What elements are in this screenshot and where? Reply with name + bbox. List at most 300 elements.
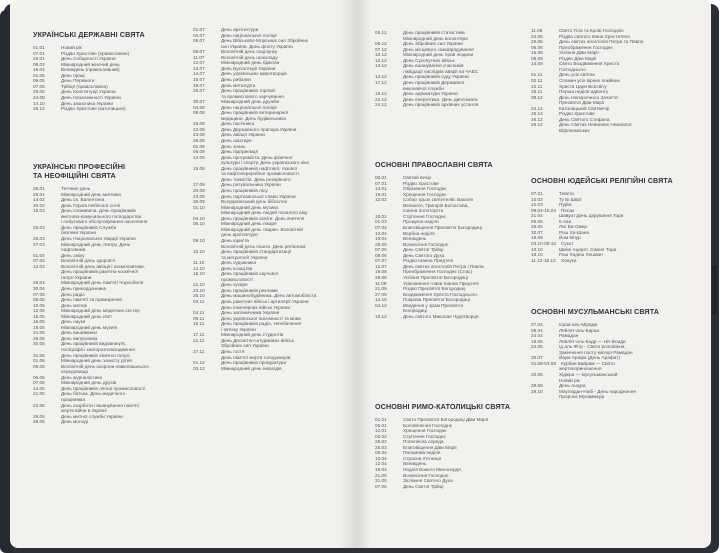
holiday-date: 19.12 [375,313,387,319]
holiday-date: 09.08 [193,110,205,116]
holiday-date: 10.10 [531,246,543,252]
holiday-name: Свято Тіла та Крові Господніх [559,28,624,33]
holiday-name: Тетянин день [61,186,91,191]
holiday-entry [375,484,443,490]
holiday-date: 04.08 [193,104,205,110]
holiday-name: Стрітення Господнє [403,433,446,439]
holiday-name: жертв війни в Україні [61,408,107,413]
holiday-name: 5 Ава [559,218,572,224]
holiday-name: Пальмова неділя [403,450,441,456]
holiday-date: 13.07 [193,65,205,71]
holiday-date: 25.12 [33,106,45,111]
holiday-name: ліквідації наслідків аварії на ЧАЕС [403,68,479,74]
holiday-name: День шахтаря [221,138,252,143]
holiday-date: 25.10 [193,293,205,299]
holiday-date: 19.08 [375,269,387,275]
holiday-name: День Національної гвардії України [61,236,136,241]
holiday-name: День Незалежності України [61,94,121,100]
holiday-name: Прощена неділя [403,219,439,225]
holiday-date: 25.03 [375,444,387,450]
holiday-name: та метрології України [221,254,268,260]
holiday-name: День українських миротворців [221,71,287,77]
holiday-date: 07.06 [375,247,387,253]
holiday-date: 19.04 [375,467,387,472]
holiday-name: День скорботи і вшанування пам'яті [61,402,140,408]
holiday-name: поліграфії і книгорозповсюдження [61,347,135,352]
holiday-name: Різдво Пресвятої Богородиці [403,286,466,291]
holiday-date: 04.11 [193,310,205,316]
holiday-name: Всесвітній день здоров'я [61,258,115,264]
holiday-date: 01.01 [33,45,45,50]
holiday-name: Успіння Пресвятої Богородиці [403,274,468,280]
holiday-name: Лейлят-аль-Кадр — Ніч Влади [559,338,626,344]
holiday-name: Міжнародний день митника [61,191,121,197]
holiday-date: 15.05 [33,313,45,319]
holiday-date: 04.12 [375,302,387,308]
holiday-name: День Ашура [559,383,586,389]
holiday-date: 21.06 [33,391,45,397]
holiday-date: 03.12 [193,365,205,371]
holiday-name: сил України. День флоту України [221,43,293,49]
holiday-name: медицини. День будівельника [221,115,286,121]
holiday-date: 23.09 [193,193,205,199]
holiday-name: Великдень [403,236,427,242]
holiday-name: Йом Кіпур [559,235,581,241]
page-gutter-shadow [357,0,371,548]
holiday-date: 20.02 [33,202,45,208]
holiday-name: Хіджра — мусульманський [559,372,618,377]
holiday-name: День Перемоги [61,78,95,84]
holiday-date: 14.10 [375,297,387,303]
holiday-date: 25.06 [33,413,45,419]
holiday-date: 26.01 [33,191,45,197]
holiday-name: Всесвітній день поцілунку [221,49,278,55]
holiday-name: Ханука [561,257,577,263]
holiday-name: День Конституції України [61,89,116,95]
holiday-name: Різдво Христове (католицьке) [61,106,126,111]
holiday-name: Різдво Діви Марії [559,55,597,61]
holiday-name: житлово-комунального господарства [61,213,142,219]
holiday-date: 25.05 [33,335,45,341]
holiday-date: 01.01 [375,417,387,422]
holiday-date: 09.10 [193,237,205,243]
holiday-date: 26.02 [375,439,387,445]
holiday-name: День архітектури [221,27,259,32]
holiday-date: 14.06 [33,385,45,391]
holiday-name: день архітектури [221,232,258,238]
holiday-name: День пам'яті та примирення [61,297,122,302]
holiday-date: 01.03 [375,219,387,225]
holiday-date: 26.04 [33,280,45,286]
holiday-name: Віфлеємських [559,127,590,133]
holiday-name: День пам'яті жертв голодоморів [221,354,291,360]
holiday-date: 31.05 [33,352,45,358]
holiday-name: Збройних сил України [221,343,269,349]
holiday-date: 12.04 [375,230,387,236]
holiday-name: Трійця (православна) [61,83,108,89]
holiday-entry [33,106,126,112]
holiday-name: День радіо [61,291,85,297]
holiday-name: День працівників хімічної галузі [61,352,130,358]
holiday-name: День Святого Духа [403,252,445,258]
holiday-date: 10.12 [375,52,387,58]
holiday-date: 19.09 [531,235,543,241]
holiday-date: 24.12 [375,102,387,108]
holiday-name: День Бухгалтерії України [221,65,276,71]
holiday-name: День рибалки [221,76,251,82]
holiday-date: 30.07 [531,355,543,361]
holiday-name: Великдень (православний) [61,67,120,73]
holiday-name: Міжнародний день сім'ї [61,313,112,319]
section-heading: УКРАЇНСЬКІ ДЕРЖАВНІ СВЯТА [33,30,145,39]
holiday-name: День працівників нафтової, газової [221,165,297,171]
holiday-name: День батька. День медичного [61,391,126,397]
holiday-name: Богородиці [403,308,428,314]
section-heading: ОСНОВНІ ПРАВОСЛАВНІ СВЯТА [375,160,493,169]
holiday-name: Спомин усіх вірних покійних [559,77,620,83]
holiday-name: День сміху [61,252,85,258]
holiday-date: 14.02 [33,197,45,203]
holiday-date: 12.01 [375,428,387,434]
holiday-date: 25.03 [33,224,45,230]
holiday-date: 19.04 [375,236,387,242]
holiday-date: 24.05 [531,344,543,350]
holiday-date: 10.05 [33,302,45,308]
holiday-name: Іоанна Золотоуста [403,208,444,214]
holiday-entry [531,258,576,264]
holiday-date: 01.11 [531,72,543,78]
holiday-name: Всесвітній день охорони навколишнього [61,363,149,369]
holiday-date: 01.04 [33,252,45,258]
holiday-name: Перша неділя адвенту [559,89,609,94]
holiday-name: День машинобудівника. День автомобіліста [221,293,317,299]
holiday-name: Ід аль-Фітр - Свято розговіння. [559,344,626,350]
holiday-date: 21.10 [193,282,205,288]
holiday-date: 06.07 [193,49,205,55]
holiday-name: Закінчення посту місяця Рамадан [559,349,633,355]
holiday-name: та промислового харчування [221,93,284,99]
holiday-name: Міжнародний день студентів [221,332,284,338]
holiday-date: 23.10 [193,287,205,293]
holiday-date: 27.09 [375,291,387,297]
holiday-date: 05.12 [375,30,387,35]
holiday-name: Міжнародний день лікаря [221,221,277,227]
holiday-date: 07.01 [531,191,543,196]
holiday-name: День молоді [61,419,88,425]
right-page [357,0,711,548]
holiday-date: 10.03 [531,202,543,208]
holiday-date: 28.08 [375,274,387,280]
holiday-name: Рош Ходеш Хешван [559,252,603,258]
holiday-date: 15.07 [193,76,205,82]
holiday-entry [375,314,479,320]
holiday-name: Маулюдан-Набі - День народження [559,388,636,394]
holiday-date: 16.11 [193,321,205,327]
holiday-name: Лейлят-аль-Бараа [559,327,600,333]
holiday-name: Сукот [561,241,574,246]
holiday-name: Хрещення Господнє [403,191,447,197]
holiday-date: 12.04 [33,263,45,269]
holiday-name: День працівників торгівлі [221,88,276,93]
holiday-date: 06.06 [33,374,45,380]
holiday-name: Лаг Ба-Омер [559,224,588,230]
holiday-date: 12.07 [375,263,387,269]
holiday-date: 26.08 [193,138,205,143]
holiday-name: Міжнародний день пам'яті Чорнобиля [61,280,144,286]
holiday-name: Хрещення Господнє [403,428,447,434]
holiday-date: 29.08 [531,383,543,389]
holiday-date: 24.12 [531,105,543,111]
holiday-date: 15.03 [33,208,45,214]
holiday-date: 02.11 [531,77,543,83]
holiday-date: 08.04 [531,327,543,333]
holiday-date: 24.08 [33,94,45,100]
holiday-date: 14.07 [193,71,205,77]
holiday-name: День танкістів. День резервного [221,176,291,182]
holiday-name: Курбан Байрам — Свято [561,360,615,366]
holiday-date: 17.11 [193,332,205,338]
holiday-date: 10.04 [375,455,387,461]
holiday-name: Обрізання Господнє [403,186,447,192]
holiday-date: 25.12 [531,111,543,117]
holiday-entry [375,102,478,108]
holiday-name: День вшанування учасників [403,63,464,69]
holiday-name: День святих апостолів Петра і Павла [403,263,484,269]
holiday-name: День партизанської слави України [221,193,296,199]
holiday-date: 30.09 [193,199,205,205]
holiday-date: 12.09 [193,154,205,160]
holiday-date: 07.04 [33,258,45,264]
elastic-band-closure[interactable] [712,265,717,315]
holiday-name: Вознесіння Господнє [403,241,449,247]
holiday-date: 15.02 [375,213,387,219]
holiday-date: 12.04 [375,461,387,467]
holiday-name: День національної поліції [221,104,277,110]
holiday-date: 29.10 [531,388,543,394]
holiday-date: 04.07 [193,32,205,38]
holiday-date: 08.06 [375,252,387,258]
holiday-name: Міжнародний день бджоли [221,60,280,66]
holiday-name: безпеки України [61,230,96,236]
holiday-date: 17.09 [193,182,205,188]
holiday-date: 16.05 [33,319,45,325]
holiday-name: культури і спорту. День українського кіно [221,160,310,166]
holiday-date: 22.11 [531,83,543,89]
holiday-date: 06.08 [531,44,543,50]
holiday-date: 20.08 [531,372,543,377]
holiday-name: Ту Бі Шват [559,196,583,202]
holiday-name: День юриста [221,237,249,243]
holiday-name: День місцевого самоврядування [403,46,474,52]
holiday-name: промисловості [221,276,253,282]
holiday-name: Пресвятої Діви Марії [559,100,605,106]
holiday-name: Христа Царя Всесвіту [559,83,607,89]
holiday-date: 22.08 [193,126,205,132]
holiday-date: 22.12 [375,96,387,102]
holiday-date: 11.07 [193,54,205,60]
holiday-date: 07.01 [33,50,45,56]
holiday-name: День працівників Служби [61,224,117,230]
holiday-name: День працівників харчової [221,271,278,277]
holiday-name: Рамадан [559,333,579,339]
holiday-date: 19.04 [33,67,45,73]
holiday-date: 05.04 [375,450,387,456]
holiday-date: 19.08 [193,121,205,127]
holiday-date: 29.06 [531,39,543,45]
holiday-entry [531,128,590,134]
holiday-date: 22.06 [33,402,45,408]
left-page [10,0,357,548]
holiday-date: 28.06 [33,419,45,425]
holiday-name: Міжнародний день захисту дітей [61,358,132,364]
holiday-entry [33,419,88,425]
holiday-name: День козацтва [221,265,253,271]
holiday-entry [531,394,604,400]
holiday-name: День художника [221,260,257,266]
holiday-name: Усікновення глави Іоанна Предтечі [403,280,479,286]
holiday-date: 30.05 [33,341,45,347]
holiday-name: День працівників освіти. День вчителя [221,215,305,221]
holiday-name: Великого, Григорія Богослова, [403,202,469,208]
holiday-date: 09.04-15.04 [531,207,557,213]
holiday-name: День працівників суду України [403,74,469,80]
holiday-name: День знань [221,143,246,149]
holiday-name: День працівників стандартизації [221,249,292,254]
holiday-name: Стрітення Господнє [403,213,446,219]
holiday-name: День інженерних військ України [221,304,290,310]
holiday-name: Всесвітній день авіації і космонавтики. [61,263,145,269]
holiday-name: Всесвітній день шоколаду [221,54,278,60]
holiday-name: День металурга [221,82,256,88]
holiday-date: 30.07 [531,229,543,235]
holiday-date: 07.06 [375,483,387,489]
holiday-name: Різдво святого Івана Хрестителя [559,33,630,39]
holiday-name: Міжнародний день прав людини [403,52,474,58]
holiday-date: 14.01 [375,186,387,192]
holiday-name: Міжнародний день музеїв [61,324,118,330]
holiday-date: 06.12 [375,41,387,47]
holiday-name: День Збройних сил України [403,41,463,47]
holiday-name: День національної поліції [221,32,277,38]
section-heading: ТА НЕОФІЦІЙНІ СВЯТА [33,171,116,180]
holiday-date: 05.06 [33,363,45,369]
holiday-date: 28.06 [33,89,45,95]
holiday-date: 23.08 [193,132,205,138]
holiday-date: 02.02 [375,433,387,439]
holiday-date: 05.07 [193,38,205,44]
section-heading: УКРАЇНСЬКІ ПРОФЕСІЙНІ [33,162,126,171]
holiday-date: 06.01 [375,422,387,428]
holiday-name: День прикордонника [61,285,106,291]
holiday-date: 21.04 [531,213,543,219]
holiday-name: День працівників статистики [403,30,465,35]
holiday-name: Ісраа-аль-Мірадж [559,322,598,327]
holiday-date: 09.11 [193,315,205,321]
holiday-date: 05.05 [531,218,543,224]
holiday-name: Благовіщення Пресвятої Богородиці [403,225,482,230]
holiday-date: 25.01 [33,186,45,191]
holiday-name: Воздвиження Хреста Господнього [403,291,477,297]
holiday-date: 05.10 [193,221,205,227]
holiday-date: 06.01 [375,175,387,180]
holiday-date: 08.03 [33,61,45,67]
holiday-date: 21.05 [33,330,45,336]
holiday-name: День адвокатури України [403,91,458,96]
holiday-name: Страсна п'ятниця [403,455,442,461]
holiday-date: 09.05 [33,78,45,84]
holiday-date: 21.05 [375,472,387,478]
holiday-name: День кухаря [221,282,248,288]
holiday-date: 14.10 [193,265,205,271]
holiday-name: Новий рік [559,377,580,383]
holiday-name: Зіслання Святого Духа [403,478,453,484]
holiday-name: Преображення Господнє [559,44,613,50]
holiday-date: 01.09 [193,143,205,149]
holiday-date: 19.05 [531,338,543,344]
holiday-name: Неділя Божого Милосердя [403,467,461,472]
holiday-name: Господнього [559,66,586,72]
holiday-name: День працівників прокуратури [221,360,287,365]
holiday-date: 29.11 [531,89,543,94]
holiday-name: Богоявлення Господнє [403,422,453,428]
holiday-date: 14.12 [375,74,387,80]
holiday-name: Міжнародний день інвалідів [221,365,282,371]
holiday-date: 10.10 [193,249,205,254]
holiday-date: 07.06 [33,380,45,386]
holiday-name: Вознесіння Господнє [403,472,449,478]
holiday-name: Католицький Святвечір [559,105,610,111]
holiday-name: День Сухопутних військ [403,57,455,63]
holiday-name: Тевета [559,191,574,196]
holiday-name: День захисника України [61,100,113,106]
holiday-name: Введення у храм Пресвятої [403,302,464,308]
holiday-name: День Святої Трійці [403,483,444,489]
holiday-name: День підприємця [221,149,259,155]
holiday-name: Собор трьох святителів: Василя [403,197,474,203]
holiday-name: День вишиванки [61,330,97,336]
holiday-date: 01.12 [193,360,205,365]
holiday-date: 19.01 [375,191,387,197]
holiday-date: 26.12 [531,116,543,122]
holiday-date: 14.09 [531,61,543,67]
holiday-name: День Святої Трійці [403,247,444,253]
holiday-date: 07.04 [375,225,387,230]
holiday-name: День працівників видавництв, [61,341,126,347]
holiday-date: 15.08 [531,50,543,56]
holiday-date: 19.07 [193,82,205,88]
holiday-name: Попелясна середа [403,439,444,445]
holiday-date: 27.11 [193,348,205,354]
holiday-date: 07.07 [375,258,387,264]
holiday-date: 11.09 [375,280,387,286]
holiday-date: 12.07 [193,60,205,66]
holiday-name: Всесвітній день пошти. День рятівника [221,243,306,249]
holiday-date: 07.05 [33,291,45,297]
holiday-name: День працівників радіо, телебачення [221,321,302,327]
holiday-date: 07.06 [33,83,45,89]
holiday-name: нафтовиків [61,247,86,253]
holiday-name: Свято Пресвятої Богородиці Діви Марії [403,417,489,422]
holiday-name: День працівників Державної [403,79,465,85]
holiday-name: Рош Ха-Шана [559,229,589,235]
holiday-date: 18.05 [33,324,45,330]
holiday-date: 21.09 [375,286,387,291]
holiday-date: 03.11 [193,299,205,304]
holiday-name: День працівників лісу [221,188,268,193]
holiday-name: та нафтопереробної промисловості. [221,171,300,177]
holiday-name: і побутового обслуговування населення [61,219,148,225]
holiday-name: День Святого Стефана [559,116,610,122]
